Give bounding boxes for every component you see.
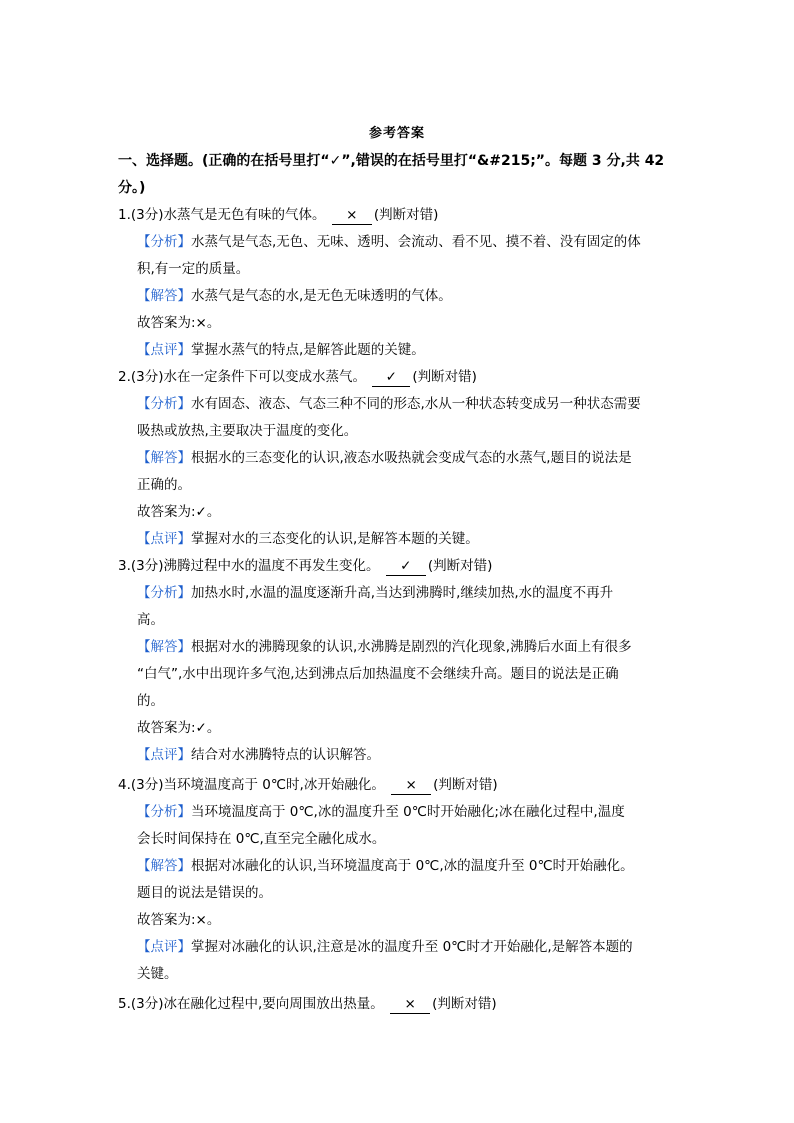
analysis-label: 【分析】: [137, 585, 191, 601]
analysis-line: 【分析】水蒸气是气态,无色、无味、透明、会流动、看不见、摸不着、没有固定的体: [137, 234, 641, 250]
answer-label: 【解答】: [137, 858, 191, 874]
question-3: [118, 553, 678, 580]
final-answer: 故答案为:✓。: [137, 720, 221, 736]
answer-line: 正确的。: [137, 477, 191, 493]
page-title: 参考答案: [368, 126, 425, 141]
review-label: 【点评】: [137, 531, 191, 547]
analysis-line: 【分析】当环境温度高于 0℃,冰的温度升至 0℃时开始融化;冰在融化过程中,温度: [137, 804, 625, 820]
review-line: 【点评】掌握水蒸气的特点,是解答此题的关键。: [137, 342, 425, 358]
final-answer: 故答案为:✓。: [137, 504, 221, 520]
question-3-explanation: [137, 580, 677, 769]
final-answer: 故答案为:×。: [137, 315, 221, 331]
question-score: (3分): [130, 369, 164, 385]
question-score: (3分): [130, 207, 164, 223]
review-label: 【点评】: [137, 939, 191, 955]
question-score: (3分): [130, 996, 164, 1012]
analysis-label: 【分析】: [137, 234, 191, 250]
answer-blank: ×: [390, 995, 430, 1014]
question-suffix: (判断对错): [412, 369, 477, 385]
review-line: 【点评】结合对水沸腾特点的认识解答。: [137, 747, 380, 763]
answer-blank: ✓: [386, 557, 426, 576]
final-answer: 故答案为:×。: [137, 912, 221, 928]
question-score: (3分): [130, 777, 164, 793]
answer-blank: ✓: [372, 368, 410, 387]
review-line: 关键。: [137, 966, 178, 982]
question-suffix: (判断对错): [427, 558, 493, 574]
question-1-explanation: [137, 229, 677, 364]
question-stem: 水在一定条件下可以变成水蒸气。: [163, 369, 367, 385]
review-label: 【点评】: [137, 342, 191, 358]
question-2: [118, 364, 678, 391]
question-1: [118, 202, 678, 229]
analysis-label: 【分析】: [137, 804, 191, 820]
question-suffix: (判断对错): [373, 207, 439, 223]
answer-line: 【解答】根据对冰融化的认识,当环境温度高于 0℃,冰的温度升至 0℃时开始融化。: [137, 858, 634, 874]
answer-label: 【解答】: [137, 639, 191, 655]
question-number: 4.: [118, 777, 131, 793]
answer-label: 【解答】: [137, 288, 191, 304]
answer-blank: ×: [332, 206, 372, 225]
question-stem: 水蒸气是无色有味的气体。: [163, 207, 326, 223]
answer-blank: ×: [391, 776, 431, 795]
answer-line: 的。: [137, 693, 164, 709]
question-stem: 当环境温度高于 0℃时,冰开始融化。: [163, 777, 385, 793]
analysis-line: 会长时间保持在 0℃,直至完全融化成水。: [137, 831, 386, 847]
answer-line: 【解答】根据对水的沸腾现象的认识,水沸腾是剧烈的汽化现象,沸腾后水面上有很多: [137, 639, 632, 655]
review-label: 【点评】: [137, 747, 191, 763]
answer-line: 【解答】水蒸气是气态的水,是无色无味透明的气体。: [137, 288, 452, 304]
analysis-label: 【分析】: [137, 396, 191, 412]
question-number: 1.: [118, 207, 131, 223]
question-4-explanation: [137, 799, 677, 988]
review-line: 【点评】掌握对冰融化的认识,注意是冰的温度升至 0℃时才开始融化,是解答本题的: [137, 939, 633, 955]
answer-label: 【解答】: [137, 450, 191, 466]
question-stem: 冰在融化过程中,要向周围放出热量。: [163, 996, 384, 1012]
question-suffix: (判断对错): [433, 777, 498, 793]
answer-line: “白气”,水中出现许多气泡,达到沸点后加热温度不会继续升高。题目的说法是正确: [137, 666, 619, 682]
analysis-line: 吸热或放热,主要取决于温度的变化。: [137, 423, 358, 439]
answer-line: 题目的说法是错误的。: [137, 885, 272, 901]
question-2-explanation: [137, 391, 677, 553]
analysis-line: 【分析】加热水时,水温的温度逐渐升高,当达到沸腾时,继续加热,水的温度不再升: [137, 585, 614, 601]
question-5: [118, 991, 678, 1018]
analysis-line: 【分析】水有固态、液态、气态三种不同的形态,水从一种状态转变成另一种状态需要: [137, 396, 641, 412]
section-heading-line: 一、选择题。(正确的在括号里打“✓”,错误的在括号里打“&#215;”。每题 3 分,共 42: [118, 153, 665, 169]
section-heading-line: 分。): [118, 180, 146, 196]
analysis-line: 高。: [137, 612, 164, 628]
answer-line: 【解答】根据水的三态变化的认识,液态水吸热就会变成气态的水蒸气,题目的说法是: [137, 450, 632, 466]
question-stem: 沸腾过程中水的温度不再发生变化。: [163, 558, 380, 574]
review-line: 【点评】掌握对水的三态变化的认识,是解答本题的关键。: [137, 531, 479, 547]
section-heading: [118, 148, 678, 202]
question-score: (3分): [130, 558, 164, 574]
question-suffix: (判断对错): [432, 996, 497, 1012]
analysis-line: 积,有一定的质量。: [137, 261, 250, 277]
question-4: [118, 772, 678, 799]
question-number: 2.: [118, 369, 131, 385]
question-number: 3.: [118, 558, 131, 574]
question-number: 5.: [118, 996, 131, 1012]
